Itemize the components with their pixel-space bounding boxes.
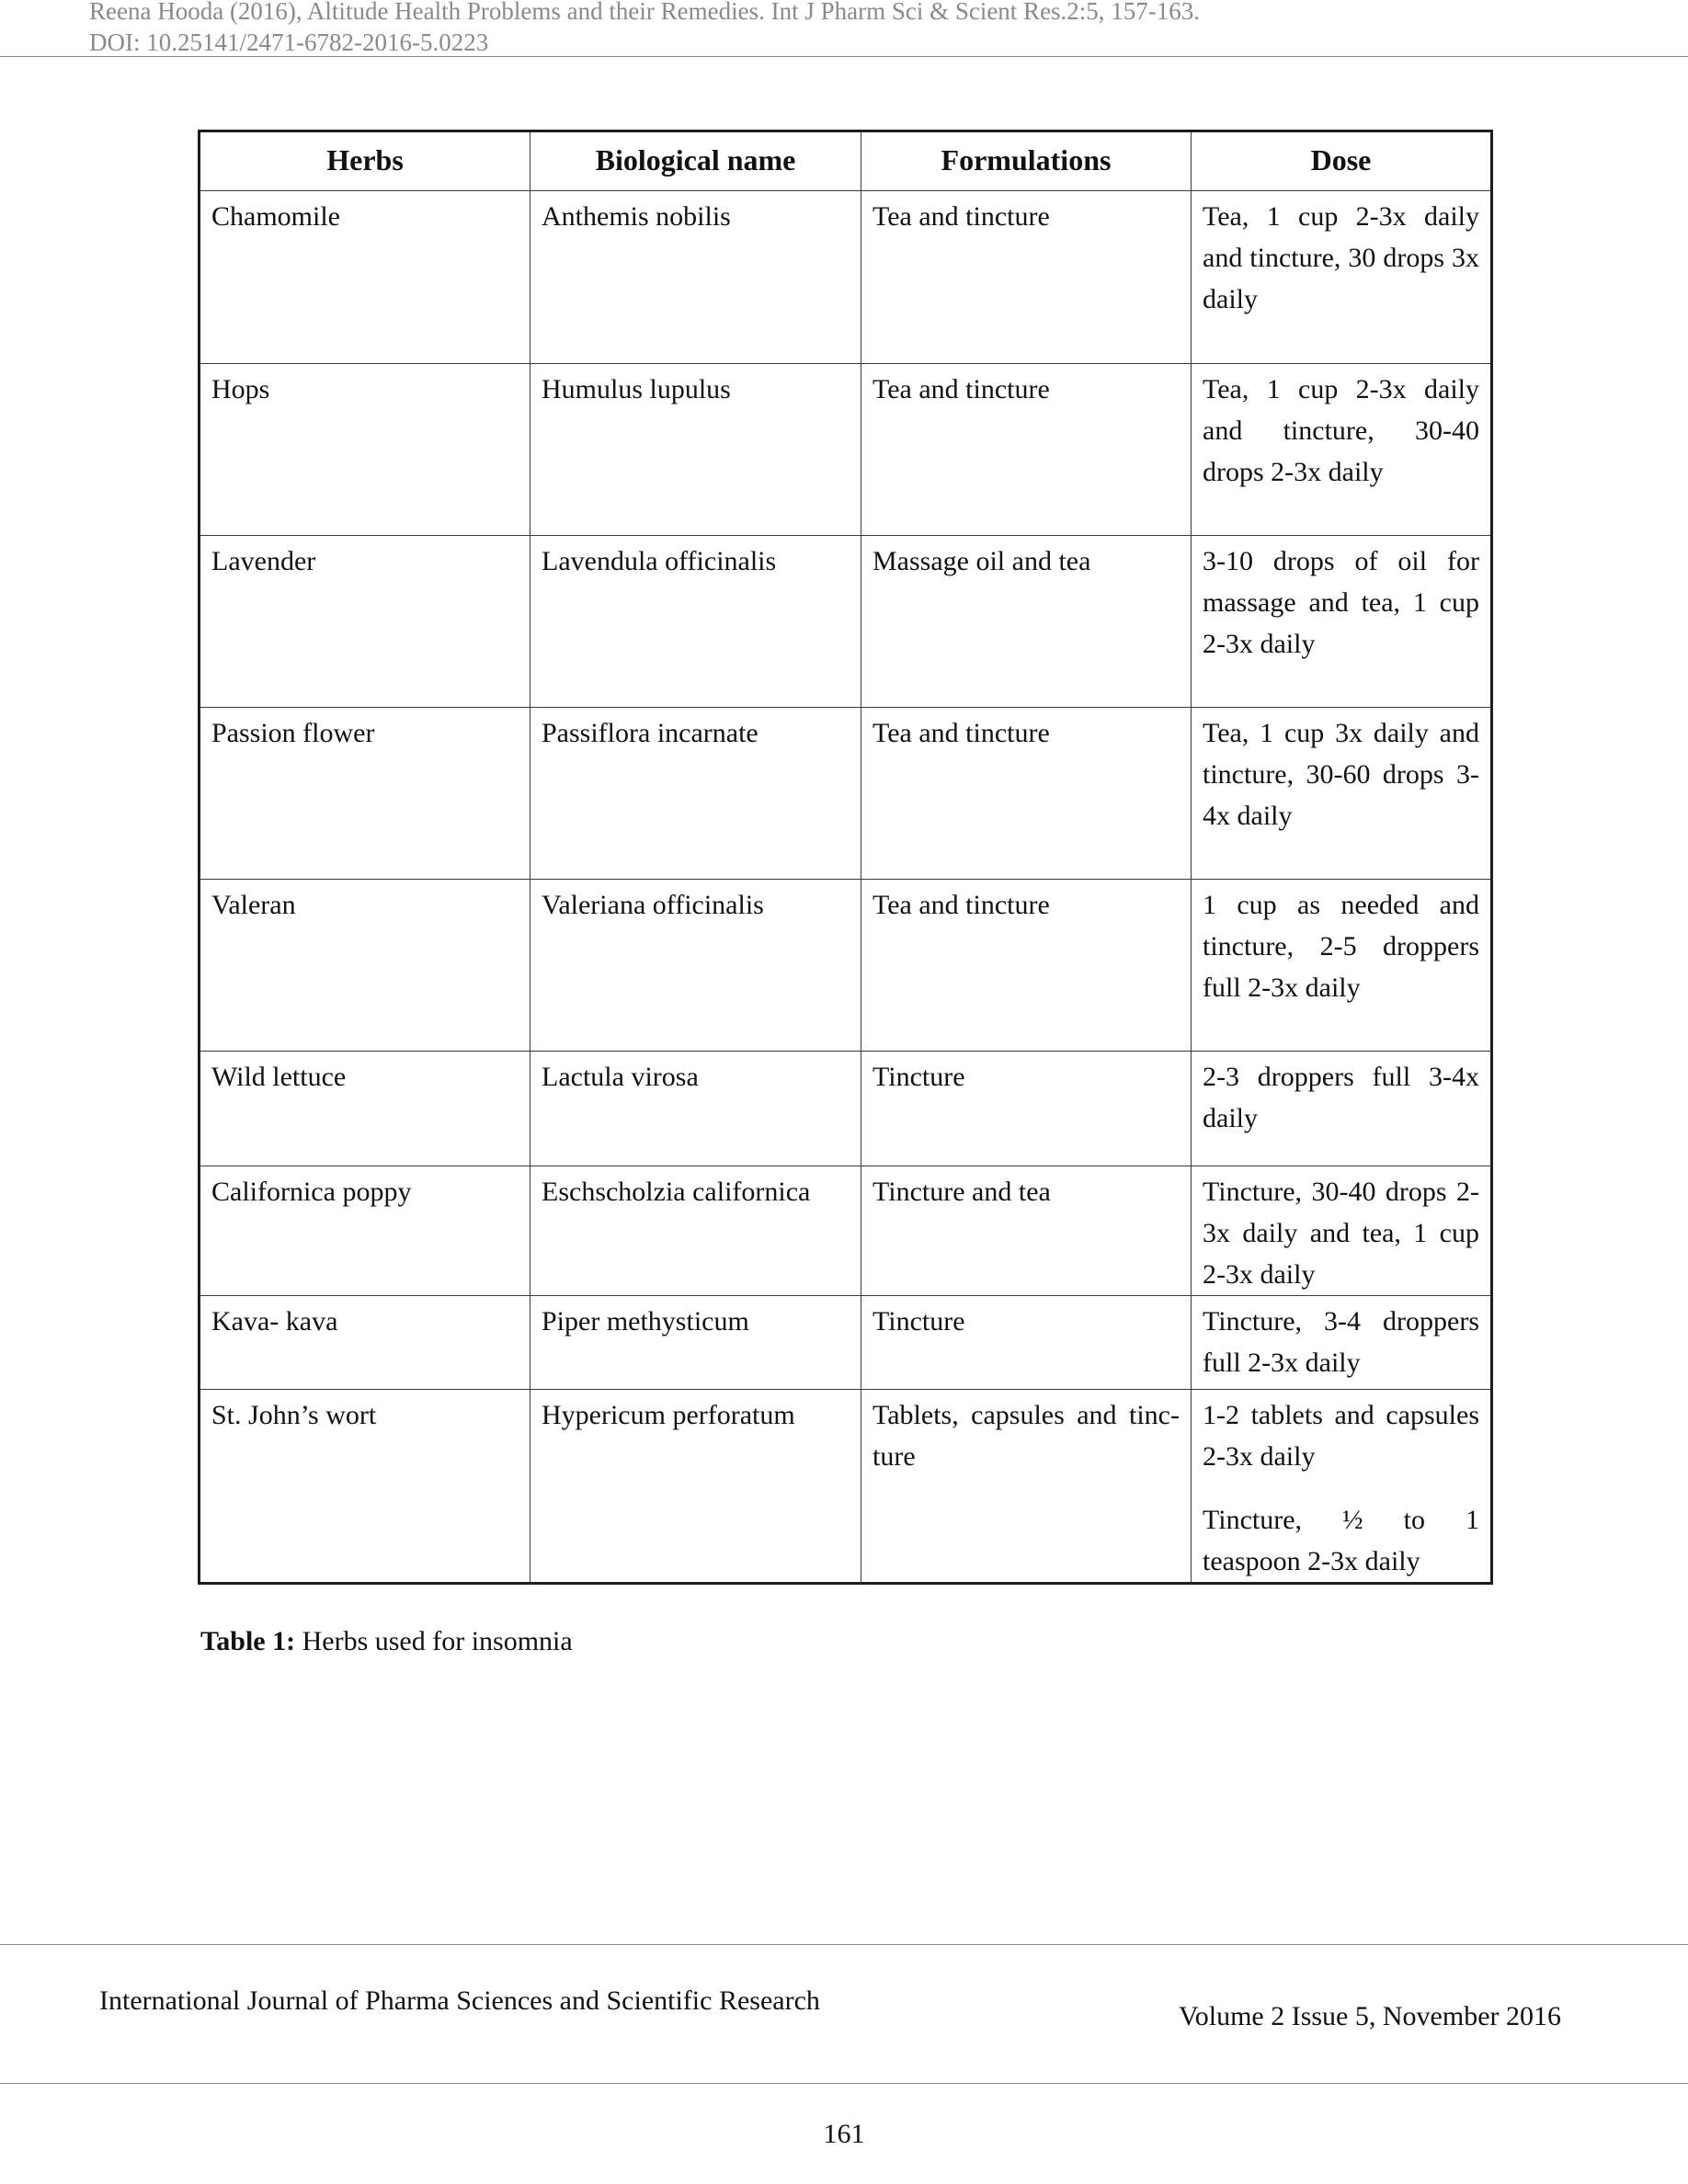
cell-formulation: Tablets, capsules and tincture xyxy=(861,1390,1192,1584)
cell-dose xyxy=(1192,536,1492,708)
cell-biological-name: Lavendula officinalis xyxy=(530,536,861,708)
cell-herb: Californica poppy xyxy=(200,1166,530,1296)
dose-text: Tincture, ½ to 1 teaspoon 2-3x daily xyxy=(1203,1505,1479,1576)
table-header-row xyxy=(200,131,1492,191)
cell-dose xyxy=(1192,191,1492,364)
page-number: 161 xyxy=(823,2119,865,2149)
header-doi: DOI: 10.25141/2471-6782-2016-5.0223 xyxy=(89,28,489,56)
dose-text: Tea, 1 cup 2-3x daily and tincture, 30-40 drops 2-3x daily xyxy=(1203,374,1479,487)
table-row xyxy=(200,1166,1492,1296)
dose-text: 1-2 tablets and capsules 2-3x daily xyxy=(1203,1400,1479,1472)
cell-dose xyxy=(1192,364,1492,536)
cell-dose xyxy=(1192,1390,1492,1584)
cell-biological-name: Hypericum perforatum xyxy=(530,1390,861,1584)
cell-biological-name: Eschscholzia californica xyxy=(530,1166,861,1296)
table-row xyxy=(200,1052,1492,1166)
cell-formulation: Tincture xyxy=(861,1296,1192,1390)
table-row xyxy=(200,364,1492,536)
dose-text: Tea, 1 cup 3x daily and tincture, 30-60 drops 3-4x daily xyxy=(1203,718,1479,831)
table-row xyxy=(200,536,1492,708)
dose-text: 3-10 drops of oil for massage and tea, 1 cup 2-3x daily xyxy=(1203,546,1479,659)
cell-herb: St. John’s wort xyxy=(200,1390,530,1584)
footer-journal-name: International Journal of Pharma Sciences and Scientific Research xyxy=(99,1985,820,2016)
cell-formulation: Massage oil and tea xyxy=(861,536,1192,708)
cell-herb: Wild lettuce xyxy=(200,1052,530,1166)
dose-text: Tincture, 3-4 droppers full 2-3x daily xyxy=(1203,1306,1479,1378)
cell-formulation: Tea and tincture xyxy=(861,708,1192,880)
cell-dose xyxy=(1192,1052,1492,1166)
footer-issue: Volume 2 Issue 5, November 2016 xyxy=(1178,2001,1561,2031)
cell-dose xyxy=(1192,708,1492,880)
dose-text: 2-3 droppers full 3-4x daily xyxy=(1203,1062,1479,1133)
cell-formulation: Tea and tincture xyxy=(861,880,1192,1052)
cell-herb: Lavender xyxy=(200,536,530,708)
cell-biological-name: Valeriana officinalis xyxy=(530,880,861,1052)
cell-herb: Valeran xyxy=(200,880,530,1052)
column-header-biological-name: Biological name xyxy=(530,131,861,191)
footer-divider xyxy=(0,1944,1688,1945)
cell-biological-name: Humulus lupulus xyxy=(530,364,861,536)
table-row xyxy=(200,1390,1492,1584)
table-caption xyxy=(200,1623,573,1660)
caption-text: Herbs used for insomnia xyxy=(295,1626,573,1656)
cell-formulation: Tea and tincture xyxy=(861,364,1192,536)
table-row xyxy=(200,880,1492,1052)
cell-herb: Passion flower xyxy=(200,708,530,880)
footer-divider xyxy=(0,2083,1688,2084)
column-header-herbs: Herbs xyxy=(200,131,530,191)
column-header-dose: Dose xyxy=(1192,131,1492,191)
herbs-table xyxy=(198,130,1493,1585)
cell-dose xyxy=(1192,1166,1492,1296)
column-header-formulations: Formulations xyxy=(861,131,1192,191)
cell-formulation: Tea and tincture xyxy=(861,191,1192,364)
dose-text: 1 cup as needed and tincture, 2-5 droppers full 2-3x daily xyxy=(1203,890,1479,1003)
header-citation: Reena Hooda (2016), Altitude Health Problems and their Remedies. Int J Pharm Sci & Scient Res.2:5, 157-163. xyxy=(89,0,1201,25)
cell-biological-name: Piper methysticum xyxy=(530,1296,861,1390)
table-row xyxy=(200,708,1492,880)
cell-dose xyxy=(1192,1296,1492,1390)
cell-herb: Chamomile xyxy=(200,191,530,364)
table-row xyxy=(200,1296,1492,1390)
dose-text: Tea, 1 cup 2-3x daily and tincture, 30 drops 3x daily xyxy=(1203,201,1479,314)
cell-herb: Kava- kava xyxy=(200,1296,530,1390)
cell-dose xyxy=(1192,880,1492,1052)
cell-biological-name: Passiflora incarnate xyxy=(530,708,861,880)
running-header xyxy=(0,0,1688,57)
cell-formulation: Tincture and tea xyxy=(861,1166,1192,1296)
cell-formulation: Tincture xyxy=(861,1052,1192,1166)
cell-biological-name: Anthemis nobilis xyxy=(530,191,861,364)
dose-text: Tincture, 30-40 drops 2-3x daily and tea, 1 cup 2-3x daily xyxy=(1203,1177,1479,1290)
cell-herb: Hops xyxy=(200,364,530,536)
table-row xyxy=(200,191,1492,364)
cell-biological-name: Lactula virosa xyxy=(530,1052,861,1166)
caption-label: Table 1: xyxy=(200,1626,296,1656)
